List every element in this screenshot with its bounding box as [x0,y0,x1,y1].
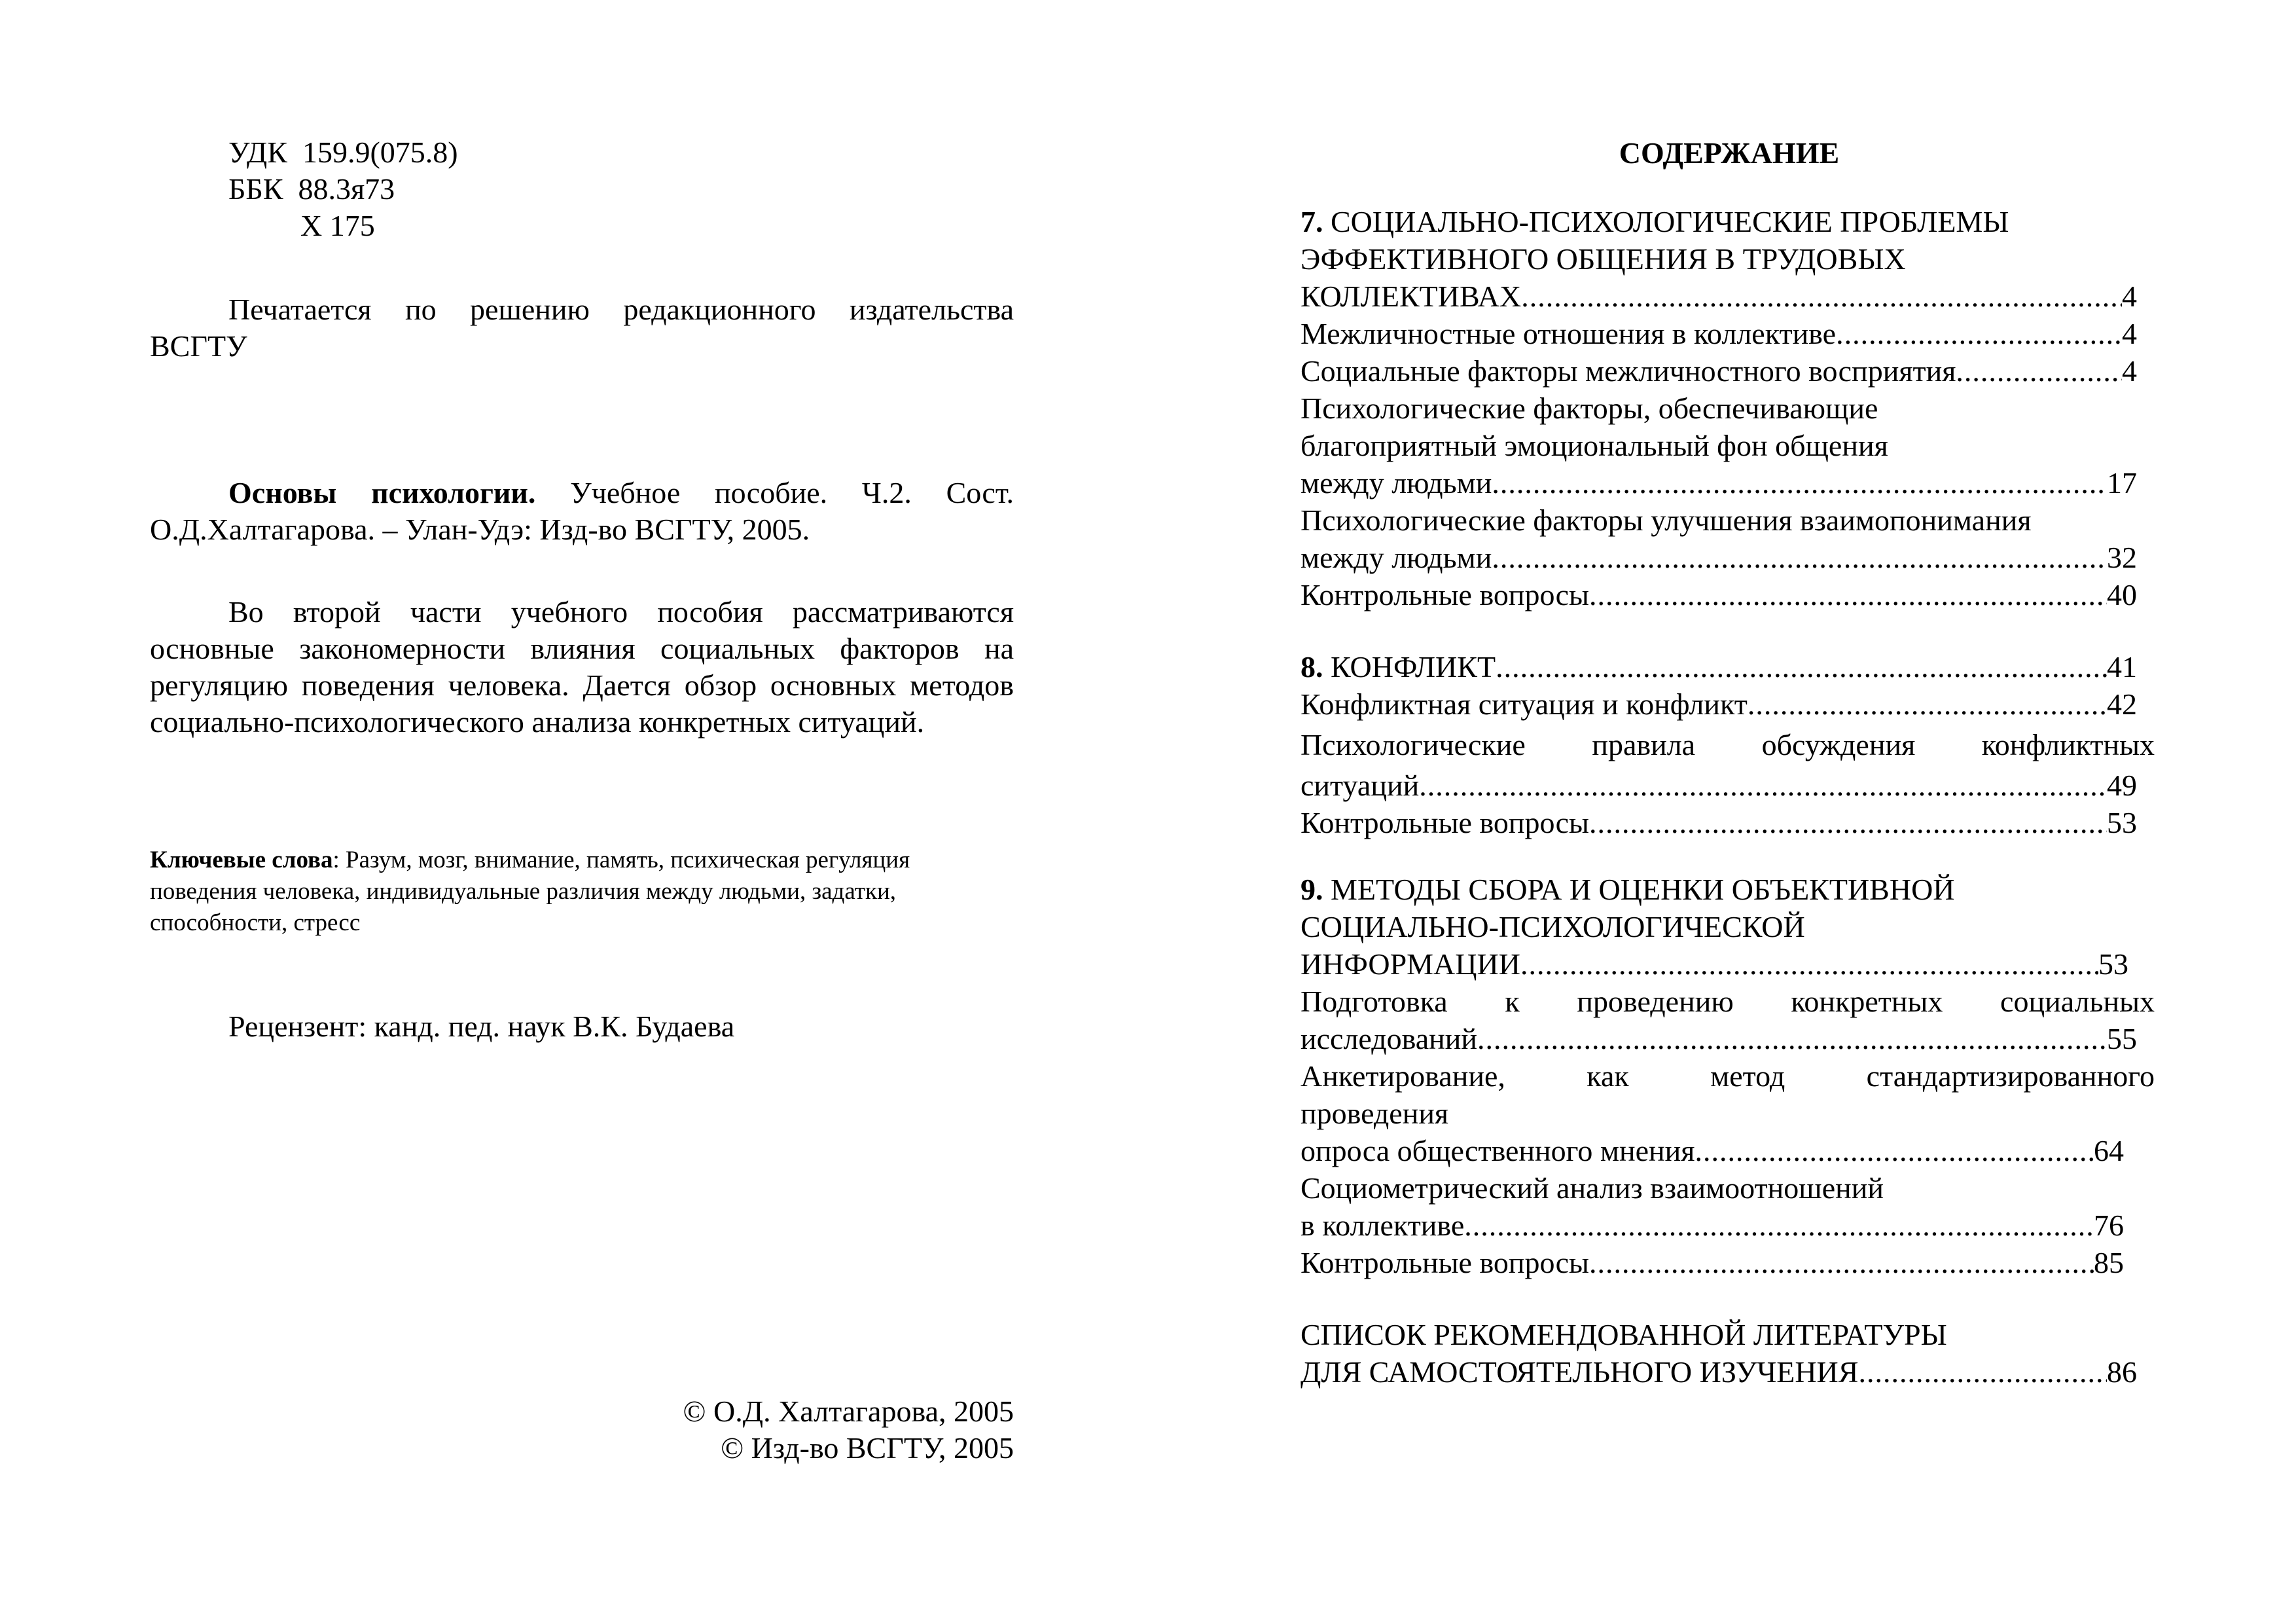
page-number: 55 [2107,1022,2137,1055]
keywords-label: Ключевые слова [150,847,333,873]
toc-entry: Конфликтная ситуация и конфликт ..... 42 [1300,685,2137,723]
leader-dots [1836,315,2122,352]
toc-literature [1300,1316,2158,1391]
leader-dots [1477,1020,2107,1057]
bibliographic-citation [150,475,1014,548]
leader-dots [1695,1132,2094,1169]
leader-dots [1521,278,2122,315]
copyright-block [683,1393,1014,1467]
leader-dots [1492,539,2107,576]
toc-entry: Контрольные вопросы ..... 53 [1300,804,2137,841]
author-code: Х 175 [300,209,375,242]
keywords-text: : Разум, мозг, внимание, память, психическая регуляция поведения человека, индивидуальные различия между людьми, задатки, способности, стресс [150,847,910,936]
toc-entry: исследований ..... 55 [1300,1020,2137,1057]
toc-entry: ситуаций ..... 49 [1300,767,2137,804]
page-number: 4 [2122,317,2137,350]
page-number: 40 [2107,578,2137,611]
section-9-title-line-3: ИНФОРМАЦИИ ..... 53 [1300,945,2128,983]
section-9-title-line-2: СОЦИАЛЬНО-ПСИХОЛОГИЧЕСКОЙ [1300,910,1805,943]
leader-dots [1589,804,2107,841]
leader-dots [1589,1244,2094,1281]
page-number: 32 [2107,541,2137,574]
leader-dots [1520,945,2098,983]
toc-entry-line: Психологические факторы улучшения взаимопонимания [1300,503,2032,537]
classification-block [228,134,458,244]
toc-entry-line: благоприятный эмоциональный фон общения [1300,429,1888,462]
leader-dots [1464,1207,2094,1244]
toc-section-8 [1300,648,2158,841]
leader-dots [1589,576,2107,613]
keywords [150,845,994,939]
toc-entry-line: Подготовка к проведению конкретных социальных [1300,985,2155,1018]
section-7-title-line-1: 7. СОЦИАЛЬНО-ПСИХОЛОГИЧЕСКИЕ ПРОБЛЕМЫ [1300,205,2009,238]
toc-entry: Межличностные отношения в коллективе ..... 4 [1300,315,2137,352]
section-9-title-line-1: 9. МЕТОДЫ СБОРА И ОЦЕНКИ ОБЪЕКТИВНОЙ [1300,873,1955,906]
leader-dots [1419,767,2107,804]
leader-dots [1748,685,2107,723]
citation-title: Основы психологии. [228,476,536,509]
toc-entry-line: Анкетирование, как метод стандартизированного [1300,1059,2155,1093]
toc-entry: в коллективе ..... 76 [1300,1207,2124,1244]
leader-dots [1496,648,2107,685]
toc-entry: Социальные факторы межличностного восприятия ..... 4 [1300,352,2137,390]
page-number: 41 [2107,650,2137,684]
literature-title-line-1: СПИСОК РЕКОМЕНДОВАННОЙ ЛИТЕРАТУРЫ [1300,1318,1947,1351]
toc-entry: между людьми ..... 32 [1300,539,2137,576]
toc-entry: Контрольные вопросы ..... 40 [1300,576,2137,613]
page-number: 49 [2107,769,2137,802]
copyright-publisher: © Изд-во ВСГТУ, 2005 [721,1431,1014,1465]
toc-entry-line: Психологические правила обсуждения конфликтных [1300,728,2155,761]
toc-entry-line: Социометрический анализ взаимоотношений [1300,1171,1884,1205]
page-number: 17 [2107,466,2137,500]
copyright-author: © О.Д. Халтагарова, 2005 [683,1395,1014,1428]
imprint-note: Печатается по решению редакционного издательства ВСГТУ [150,293,1014,363]
page-number: 85 [2094,1246,2124,1279]
abstract: Во второй части учебного пособия рассматриваются основные закономерности влияния социальных факторов на регуляцию поведения человека. Дается обзор основных методов социально-психологического анализа конкретных ситуаций. [150,595,1014,739]
toc-entry: опроса общественного мнения ..... 64 [1300,1132,2124,1169]
section-7-title-line-3: КОЛЛЕКТИВАХ ..... 4 [1300,278,2137,315]
page-number: 53 [2107,806,2137,839]
leader-dots [1858,1353,2107,1391]
bbk-code: ББК 88.3я73 [228,172,395,206]
section-7-number: 7. [1300,205,1323,238]
toc-entry-line: Психологические факторы, обеспечивающие [1300,392,1878,425]
leader-dots [1492,464,2107,501]
page-number: 76 [2094,1209,2124,1242]
page-number: 53 [2098,947,2128,981]
toc-title: СОДЕРЖАНИЕ [1619,136,1840,170]
section-8-title: 8. КОНФЛИКТ ..... 41 [1300,648,2137,685]
page-number: 64 [2094,1134,2124,1167]
page-number: 86 [2107,1355,2137,1389]
leader-dots [1956,352,2122,390]
page-number: 42 [2107,687,2137,721]
udk-code: УДК 159.9(075.8) [228,136,458,169]
page-number: 4 [2122,354,2137,388]
toc-entry-line: проведения [1300,1097,1449,1130]
toc-entry: Контрольные вопросы ..... 85 [1300,1244,2124,1281]
section-7-title-line-2: ЭФФЕКТИВНОГО ОБЩЕНИЯ В ТРУДОВЫХ [1300,242,1906,276]
section-8-number: 8. [1300,650,1323,684]
citation-details: Учебное пособие. Ч.2. Сост. О.Д.Халтагарова. – Улан-Удэ: Изд-во ВСГТУ, 2005. [150,476,1014,546]
toc-section-7 [1300,203,2158,613]
toc-section-9 [1300,871,2158,1281]
literature-title-line-2: ДЛЯ САМОСТОЯТЕЛЬНОГО ИЗУЧЕНИЯ ..... 86 [1300,1353,2137,1391]
page-number: 4 [2122,280,2137,313]
section-9-number: 9. [1300,873,1323,906]
reviewer: Рецензент: канд. пед. наук В.К. Будаева [228,1010,735,1043]
toc-entry: между людьми ..... 17 [1300,464,2137,501]
